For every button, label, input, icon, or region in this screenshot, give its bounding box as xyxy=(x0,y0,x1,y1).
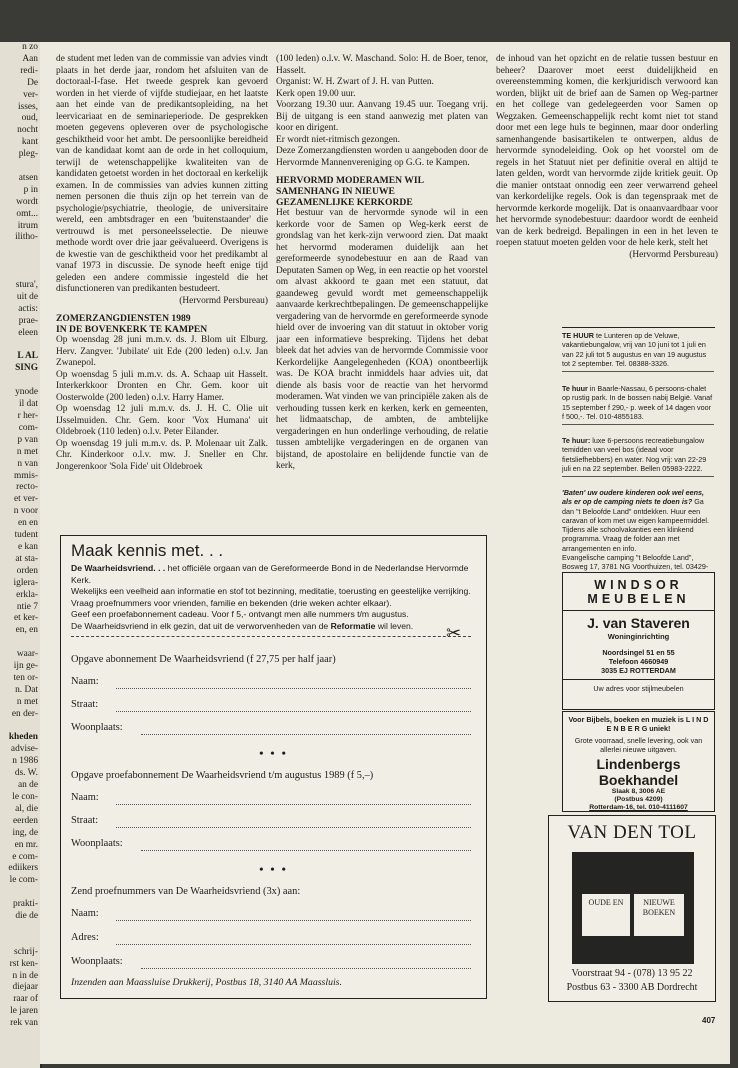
gutter-line: stura', xyxy=(15,280,38,291)
gutter-line: diejaar xyxy=(12,982,38,993)
article-paragraph: Op woensdag 28 juni m.m.v. ds. J. Blom uit Elburg. Herv. Zangver. 'Jubilate' uit Ede (200 leden) o.l.v. Jan Zwanepol. xyxy=(56,335,268,368)
straat-field[interactable] xyxy=(116,826,471,828)
article-paragraph: Op woensdag 5 juli m.m.v. ds. A. Schaap uit Hasselt. Interkerkkoor Dronten en Chr. Gem. koor uit Oosterwolde (200 leden) o.l.v. Harry Hamer. xyxy=(56,369,268,403)
gutter-line: uit de xyxy=(16,291,38,302)
article-paragraph: Op woensdag 19 juli m.m.v. ds. P. Molenaar uit Zalk. Chr. Kinderkoor o.l.v. mw. J. Sneller en Chr. Jongerenkoor 'Sola Fide' uit Oldebroek xyxy=(56,438,268,472)
gutter-line: n voor xyxy=(13,506,38,517)
gutter-line xyxy=(0,340,40,352)
gutter-line: ntie 7 xyxy=(16,601,38,612)
gutter-line: n in de xyxy=(12,970,38,981)
gutter-line: Aan xyxy=(22,53,38,64)
article-paragraph: de student met leden van de commissie van advies vindt plaats in het derde jaar, rondom het afsluiten van de doctoraal-I-fase. Het tweede gesprek kan gevoerd worden in het vierde of vijfde studiejaar, en het laatste aan het einde van de predikantsopleiding, na het leervicariaat en de seminarieperiode. De gesprekken moeten gegevens opleveren over de psychologische geschiktheid voor het ambt. De persoonlijke bereidheid van de kandidaat komt aan de orde in het colloquium, terwijl de wetenschappelijke kwaliteiten van de kandidaten getoetst worden in het doctoraal en kerkelijk examen. In de commissies van advies kunnen zitting nemen personen die thuis zijn op het terrein van de psychologie/psychiatrie, theologie, de universitaire wereld, een ambtsdrager en een 'buitenstaander' die vertrouwd is met personeelsselectie. De nieuwe methode wordt over drie jaar geëvalueerd. Overigens is de kwestie van de geschiktheid voor het predikambt al vanaf 1973 in discussie. De synode heeft enige tijd geleden een andere commissie ingesteld die het disfunctioneren van predikanten bestudeert. xyxy=(56,54,268,294)
article-paragraph: de inhoud van het opzicht en de relatie tussen bestuur en beheer? Daarover moet eerst duidelijkheid en overeenstemming komen, die kerkjuridisch verwoord kan worden, blijkt uit de brief aan de Samen op Weg-partner en het college van gedelegeerden voor Samen op Wegzaken. Gemeenschappelijk recht komt niet tot stand door met een lege huls te beginnen, maar door onderling samenhangende basisartikelen te ontwerpen, aldus de hervormde synodeleiding. Ook op het voorstel om de regels in het Statuut niet per definitie overal en altijd te laten gelden, wordt van hervormde zijde kritiek geuit. Op die manier ontstaat onnodig een zeer verwarrend geheel van kerkordelijke regels. Ook is dan tegenspraak met de hervormde kerkorde mogelijk. Dat is onaanvaardbaar voor het hervormde synodebestuur: daardoor wordt de eenheid van de kerk bedreigd. Bepalingen in een in het leven te roepen statuut moeten gelden voor de hele kerk, stelt het xyxy=(496,54,718,248)
gutter-line: prae- xyxy=(18,315,38,326)
gutter-line: iglera- xyxy=(13,577,38,588)
gutter-line: ilitho- xyxy=(15,232,38,243)
gutter-line xyxy=(0,721,40,733)
gutter-line: ijn ge- xyxy=(13,661,38,672)
gutter-line: erkla- xyxy=(16,589,38,600)
field-label: Woonplaats: xyxy=(71,956,123,967)
gutter-line: e com- xyxy=(12,851,38,862)
gutter-line: SING xyxy=(15,363,38,374)
cut-line xyxy=(71,636,471,637)
gutter-line: waar- xyxy=(16,649,38,660)
classified-ad: 'Baten' uw oudere kinderen ook wel eens, als er op de camping niets te doen is? Ga dan "t Beloofde Land" ontdekken. Huur een caravan of kom met uw eigen kampeermiddel. Tijdens alle schoolvakanties een klinkend programma. Vraag de folder aan met arrangementen en info. Evangelische camping "t Beloofde Land", Bosweg 17, 3781 NG Voorthuizen, tel. 03429- xyxy=(562,488,710,572)
gutter-line xyxy=(0,268,40,280)
gutter-line: n met xyxy=(16,696,38,707)
gutter-line: L AL xyxy=(17,351,38,362)
naam-field[interactable] xyxy=(116,687,471,689)
classified-ad: TE HUUR te Lunteren op de Veluwe, vakantiebungalow, vrij van 10 juni tot 1 juli en van 22 juli tot 5 augustus en van 19 augustus tot 2 september. Tel. 08388-3326. xyxy=(562,331,714,372)
field-label: Woonplaats: xyxy=(71,722,123,733)
van-den-tol-ad: VAN DEN TOL OUDE EN NIEUWE BOEKEN Voorstraat 94 - (078) 13 95 22 Postbus 63 - 3300 AB Dordrecht xyxy=(548,815,716,1002)
gutter-line: r her- xyxy=(17,411,38,421)
gutter-line: com- xyxy=(18,422,38,433)
separator-dots: • • • xyxy=(259,862,288,876)
gutter-line: itrum xyxy=(17,220,38,231)
gutter-line: isses, xyxy=(17,101,38,112)
gutter-line: mmis- xyxy=(14,470,38,481)
article-paragraph: Er wordt niet-ritmisch gezongen. xyxy=(276,134,400,145)
gutter-line: et ver- xyxy=(13,494,38,505)
gutter-line: en, en xyxy=(15,625,38,636)
gutter-line: eleen xyxy=(18,327,38,338)
field-label: Naam: xyxy=(71,676,99,687)
gutter-line: ing, de xyxy=(12,827,38,838)
article-paragraph: Voorzang 19.30 uur. Aanvang 19.45 uur. Toegang vrij. Bij de uitgang is een stand aanwezig met platen van koor en dirigent. xyxy=(276,100,488,133)
article-source: (Hervormd Persbureau) xyxy=(629,249,718,260)
gutter-line: advise- xyxy=(10,744,38,755)
gutter-line xyxy=(0,887,40,899)
gutter-line: ds. W. xyxy=(14,768,38,779)
gutter-line: atsen xyxy=(18,172,38,183)
gutter-line: n van xyxy=(17,458,38,469)
gutter-line: n 1986 xyxy=(12,756,38,767)
article-heading: ZOMERZANGDIENSTEN 1989 IN DE BOVENKERK TE KAMPEN xyxy=(56,313,208,335)
gutter-line: n zo xyxy=(22,42,38,52)
lindenbergs-ad: Voor Bijbels, boeken en muziek is L I N D E N B E R G uniek! Grote voorraad, snelle levering, ook van allerlei nieuwe uitgaven. Lindenbergs Boekhandel Slaak 8, 3006 AE (Postbus 4209) Rotterdam-16, tel. 010-4111607 xyxy=(562,711,715,812)
article-column-1 xyxy=(56,54,268,534)
field-label: Straat: xyxy=(71,699,99,710)
open-book-icon: OUDE EN NIEUWE BOEKEN xyxy=(572,852,694,964)
straat-field[interactable] xyxy=(116,710,471,712)
gutter-line: recto- xyxy=(16,482,38,493)
gutter-line: en mr. xyxy=(14,839,38,850)
gutter-line: et ker- xyxy=(13,613,38,624)
gutter-line: oud, xyxy=(21,113,38,124)
gutter-line xyxy=(0,256,40,268)
adres-field[interactable] xyxy=(116,943,471,945)
page-number: 407 xyxy=(702,1016,716,1025)
naam-field[interactable] xyxy=(116,919,471,921)
gutter-line: tudent xyxy=(14,530,38,541)
article-heading: HERVORMD MODERAMEN WIL SAMENHANG IN NIEUWE GEZAMENLIJKE KERKORDE xyxy=(276,175,424,208)
form-intro: De Waarheidsvriend. . . het officiële orgaan van de Gereformeerde Bond in de Nederlandse Hervormde Kerk. Wekelijks een veelheid aan informatie en stof tot bezinning, meditatie, toerusting en geestelijke verrijking. Vraag proefnummers voor vrienden, familie en bekenden (drie weken achter elkaar). Geef een proefabonnement cadeau. Voor f 5,- ontvangt men alle nummers t/m augustus. De Waarheidsvriend in elk gezin, dat uit de verworvenheden van de Reformatie wil leven. xyxy=(71,563,471,631)
gutter-line: die de xyxy=(15,911,38,922)
woonplaats-field[interactable] xyxy=(141,967,471,969)
field-label: Woonplaats: xyxy=(71,838,123,849)
gutter-line: al, die xyxy=(15,803,38,814)
gutter-line: il dat xyxy=(18,399,38,410)
gutter-line: ten or- xyxy=(13,672,38,683)
gutter-line: ver- xyxy=(23,89,38,100)
gutter-line: kheden xyxy=(8,732,38,743)
section-title: Opgave abonnement De Waarheidsvriend (f 27,75 per half jaar) xyxy=(71,654,336,665)
gutter-line: le com- xyxy=(9,875,38,886)
field-label: Naam: xyxy=(71,908,99,919)
gutter-line: ediikers xyxy=(8,863,38,874)
gutter-line: actis: xyxy=(18,303,38,314)
article-paragraph: Kerk open 19.00 uur. xyxy=(276,88,356,99)
field-label: Naam: xyxy=(71,792,99,803)
woonplaats-field[interactable] xyxy=(141,733,471,735)
article-paragraph: Het bestuur van de hervormde synode wil in een kerkorde voor de Samen op Weg-kerk eerst de grondslag van het kerk-zijn verwoord zien. Dat maakt het hervormd moderamen duidelijk aan het gereformeerde synodebestuur en aan de Raad van Deputaten Samen op Weg, in een reactie op het voorstel om alvast akkoord te gaan met een statuut, dat gaandeweg gevuld wordt met gemeenschappelijk aanvaarde kerkrechtbepalingen. De gemeenschappelijke vergadering van de hervormde en gereformeerde synode hield over de invoering van dit statuut in oktober vorig jaar een informatieve bespreking. Tijdens het debat bleek dat het advies van de hervormde Commissie voor Kerkordelijke Aangelegenheden (KOA) onontbeerlijk was. De KOA bracht inmiddels haar advies uit, dat diende als basis voor de reactie van het hervormd moderamen. Wat vinden we van principiële zaken als de verhouding tussen kerk en kerken, kerk en gemeenten, het lidmaatschap, de ambten, de ambtelijke vergaderingen en hun onderlinge verhouding, de relatie tussen ambtelijke vergaderingen en de organen van bijstand, de apostolaire en belijdende functie van de kerk, xyxy=(276,208,488,471)
gutter-line xyxy=(0,637,40,649)
article-source: (Hervormd Persbureau) xyxy=(179,295,268,306)
ad-divider xyxy=(562,327,715,328)
form-footer: Inzenden aan Maassluise Drukkerij, Postbus 18, 3140 AA Maassluis. xyxy=(71,977,342,988)
gutter-line: en en xyxy=(17,518,38,529)
gutter-line: an de xyxy=(17,780,38,791)
gutter-line: nocht xyxy=(17,125,38,136)
gutter-line: raar of xyxy=(13,994,38,1005)
gutter-line: le jaren xyxy=(10,1006,38,1017)
gutter-line: at sta- xyxy=(15,553,38,564)
windsor-ad: WINDSOR MEUBELEN J. van Staveren Woninginrichting Noordsingel 51 en 55 Telefoon 4660949 3035 EJ ROTTERDAM Uw adres voor stijlmeubelen xyxy=(562,572,715,710)
gutter-line: p van xyxy=(17,434,38,445)
field-label: Straat: xyxy=(71,815,99,826)
gutter-line: e kan xyxy=(17,541,38,552)
gutter-line: n met xyxy=(16,446,38,457)
gutter-line xyxy=(0,923,40,935)
gutter-line: omt... xyxy=(16,208,38,219)
gutter-line: ynode xyxy=(15,387,38,398)
classified-ad: Te huur in Baarle-Nassau, 6 persoons-chalet op rustig park. In de bossen nabij België. Vanaf 15 september f 290,- p. week of 14 dagen voor f 500,-. Tel. 010-4855183. xyxy=(562,384,714,425)
article-paragraph: (100 leden) o.l.v. W. Maschand. Solo: H. de Boer, tenor, Hasselt. xyxy=(276,54,488,76)
gutter-line: en der- xyxy=(11,708,38,719)
article-paragraph: Organist: W. H. Zwart of J. H. van Putten. xyxy=(276,77,434,87)
subscription-form xyxy=(60,535,487,999)
gutter-line: prakti- xyxy=(13,899,38,910)
gutter-line xyxy=(0,935,40,947)
gutter-line: redi- xyxy=(20,65,38,76)
gutter-line: eerden xyxy=(13,815,38,826)
gutter-line: De xyxy=(27,77,38,88)
field-label: Adres: xyxy=(71,932,99,943)
gutter-line xyxy=(0,375,40,387)
form-title: Maak kennis met. . . xyxy=(71,541,224,560)
woonplaats-field[interactable] xyxy=(141,849,471,851)
gutter-line: rst ken- xyxy=(9,958,38,969)
naam-field[interactable] xyxy=(116,803,471,805)
gutter-line: kant xyxy=(21,137,38,148)
section-title: Zend proefnummers van De Waarheidsvriend (3x) aan: xyxy=(71,886,301,897)
scissors-icon: ✂ xyxy=(446,623,462,643)
section-title: Opgave proefabonnement De Waarheidsvriend t/m augustus 1989 (f 5,–) xyxy=(71,770,374,781)
separator-dots: • • • xyxy=(259,746,288,760)
gutter-line: rek van xyxy=(10,1018,38,1029)
gutter-line xyxy=(0,244,40,256)
previous-page-gutter xyxy=(0,42,42,1068)
gutter-line: n. Dat xyxy=(15,684,38,695)
gutter-line xyxy=(0,161,40,173)
article-column-3 xyxy=(496,54,718,324)
gutter-line: pleg- xyxy=(18,149,38,160)
article-paragraph: Deze Zomerzangdiensten worden u aangeboden door de Hervormde Mannenvereniging op G.G. te Kampen. xyxy=(276,146,488,168)
gutter-line: le con- xyxy=(12,791,38,802)
gutter-line: wordt xyxy=(16,196,38,207)
article-column-2 xyxy=(276,54,488,534)
article-paragraph: Op woensdag 12 juli m.m.v. ds. J. H. C. Olie uit IJsselmuiden. Chr. Gem. koor 'Vox Humana' uit Oldebroek (110 leden) o.l.v. Peter Eilander. xyxy=(56,404,268,437)
gutter-line: orden xyxy=(16,565,38,576)
classified-ad: Te huur: luxe 6-persoons recreatiebungalow temidden van veel bos (ideaal voor fietsliefhebbers) en water. Nog vrij: van 22-29 juli en na 22 september. Bellen 05983-2222. xyxy=(562,436,714,477)
gutter-line: p in xyxy=(23,184,38,195)
gutter-line: schrij- xyxy=(14,946,38,957)
